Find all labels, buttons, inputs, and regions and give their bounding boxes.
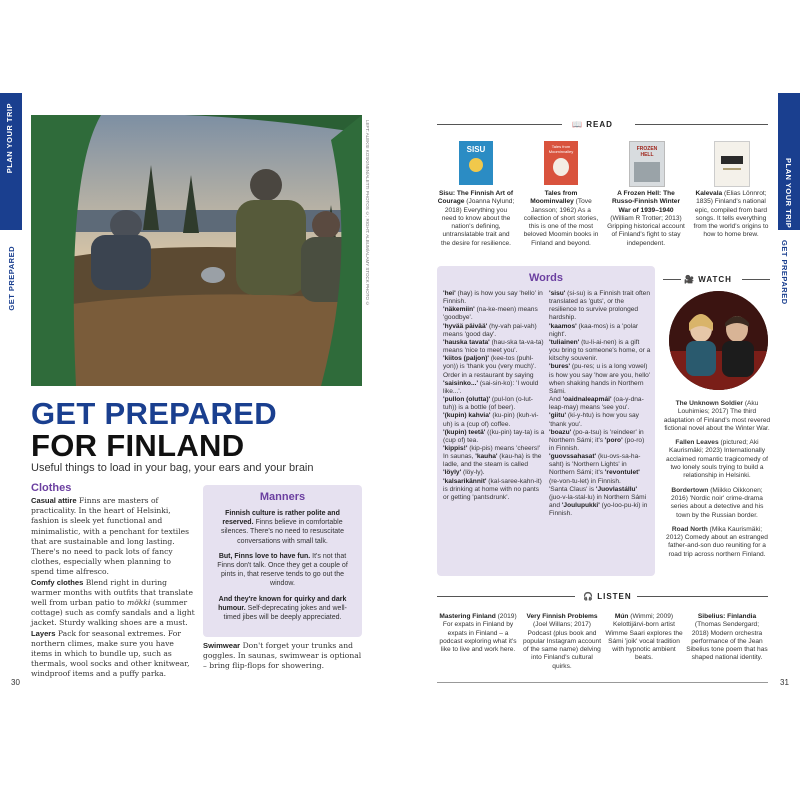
film-icon: 🎥 — [684, 275, 695, 284]
side-tab-right-text: PLAN YOUR TRIP — [784, 158, 793, 229]
side-label-left: GET PREPARED — [7, 246, 16, 311]
word-entry: 'poro' (po-ro) in Finnish. — [549, 436, 645, 452]
manners-box — [203, 485, 362, 637]
book-cover-moomin: Tales from Moominvalley — [544, 141, 578, 185]
listen-divider-right — [637, 596, 768, 597]
watch-divider-right — [742, 279, 770, 280]
word-entry: 'oaidnaleapmái' (oa-y-dna-leap-may) means 'see you'. — [549, 396, 644, 412]
word-entry: 'bures' (pu-res; u is a long vowel) is how you say 'how are you, hello' when shaking hands in Northern Sámi. — [549, 363, 651, 395]
manners-p1: Finnish culture is rather polite and reserved. Finns believe in comfortable silences. There's no need to resuscitate conversations with small talk. — [221, 510, 344, 545]
word-entry: 'saisinko...' (sai-sin-ko): 'I would like...'. — [443, 379, 539, 395]
swimwear-text: Swimwear Don't forget your trunks and goggles. In saunas, swimwear is optional – bring flip-flops for showering. — [203, 641, 362, 671]
read-item-2: Tales from Moominvalley (Tove Jansson; 1962) As a collection of short stories, this is one of the most beloved Moomin books in Finland and beyond. — [523, 190, 599, 247]
word-entry: 'kalsarikännit' (kal-saree-kahn-it) is drinking at home with no pants or getting 'pantsdrunk'. — [443, 477, 542, 501]
read-item-3: A Frozen Hell: The Russo-Finnish Winter War of 1939–1940 (William R Trotter; 2013) Gripping historical account of Finland's fight to stay independent. — [607, 190, 685, 247]
manners-heading: Manners — [259, 491, 306, 503]
watch-still-image — [669, 291, 768, 390]
page-number-right: 31 — [780, 678, 789, 687]
word-entry: 'hyvää päivää' (hy-vah pai-vah) means 'good day'. — [443, 322, 537, 338]
word-entry: 'kiitos (paljon)' (kee-tos (puhl-yon)) is 'thank you (very much)'. — [443, 355, 537, 371]
book-icon: 📖 — [572, 120, 583, 129]
listen-item-1: Mastering Finland (2019) For expats in Finland by expats in Finland – a podcast exploring what it's like to live and work here. — [439, 613, 517, 654]
listen-item-2: Very Finnish Problems (Joel Willans; 2017) Podcast (plus book and popular Instagram account of the same name) delving into Finland's cultural quirks. — [522, 613, 602, 670]
read-item-1: Sisu: The Finnish Art of Courage (Joanna Nylund; 2018) Everything you need to know about the nation's defining, untranslatable trait and the desire for resilience. — [437, 190, 515, 247]
side-tab-left — [0, 93, 22, 230]
word-entry: 'revontulet' (re-von-tu-let) in Finnish. — [549, 469, 640, 485]
photo-credit: LEFT: ALEKSI KOSKINEN/ALETTI PHOTOS ©; RIGHT: ALBUM/ALAMY STOCK PHOTO © — [365, 120, 370, 307]
listen-item-3: Mún (Wimmi; 2009) Kelottijärvi-born artist Wimme Saari explores the Sámi 'joik' vocal tradition with hypnotic ambient beats. — [605, 613, 683, 662]
book-cover-sisu: SISU — [459, 141, 493, 185]
watch-header: 🎥 WATCH — [684, 275, 732, 284]
word-entry: 'hei' (hay) is how you say 'hello' in Finnish. — [443, 290, 543, 306]
page-title-line1: GET PREPARED — [31, 396, 277, 431]
word-entry: 'sisu' (si-su) is a Finnish trait often translated as 'guts', or the resilience to survive prolonged hardship. — [549, 290, 650, 322]
word-entry: 'boazu' (po-a-tsu) is 'reindeer' in Northern Sámi; it's — [549, 428, 644, 444]
listen-item-4: Sibelius: Finlandia (Thomas Sendergard; 2018) Modern orchestra performance of the Jean Sibelius tone poem that has shaped national identity. — [686, 613, 768, 662]
words-column-2 — [549, 290, 651, 518]
watch-item-2: Fallen Leaves (pictured; Aki Kaurismäki; 2023) Internationally acclaimed romantic tragicomedy of two lonely souls trying to build a relationship in Helsinki. — [666, 439, 768, 480]
clothes-p3-label: Layers — [31, 628, 56, 638]
word-entry: 'pullon (olutta)' (pul-lon (o-lut-tuh)) is a bottle (of beer). — [443, 396, 533, 412]
word-entry: 'näkemiin' (na-ke-meen) means 'goodbye'. — [443, 306, 538, 322]
words-heading: Words — [528, 272, 564, 284]
headphones-icon: 🎧 — [583, 592, 594, 601]
word-entry: 'löyly' (löy-ly). — [443, 469, 485, 477]
camping-photo — [31, 115, 362, 386]
watch-list — [663, 400, 771, 565]
watch-item-1: The Unknown Soldier (Aku Louhimies; 2017) The third adaptation of Finland's most revered fictional novel about the Winter War. — [663, 400, 771, 432]
side-tab-left-text: PLAN YOUR TRIP — [5, 103, 14, 174]
clothes-text — [31, 496, 195, 680]
clothes-p2-italic: mökki — [127, 598, 151, 608]
page-subtitle: Useful things to load in your bag, your ears and your brain — [31, 462, 314, 474]
word-entry: 'tuliainen' (tu-li-ai-nen) is a gift you bring to someone's home, or a kitschy souvenir. — [549, 338, 651, 363]
page-number-left: 30 — [11, 678, 20, 687]
words-column-1 — [443, 290, 545, 502]
read-header: 📖 READ — [572, 120, 613, 129]
page-title-line2: FOR FINLAND — [31, 428, 245, 463]
watch-item-4: Road North (Mika Kaurismäki; 2012) Comedy about an estranged father-and-son duo reuniting for a road trip across northern Finland. — [666, 525, 768, 558]
word-entry: 'Joulupukki' (yo-loo-pu-ki) in Finnish. — [549, 502, 648, 518]
word-entry: 'guovssahasat' (ku-ovs-sa-ha-saht) is 'Northern Lights' in Northern Sámi; it's — [549, 453, 641, 477]
word-entry: 'kauha' (kau-ha) is the ladle, and the steam is called — [443, 453, 542, 469]
book-cover-frozen-hell: FROZEN HELL — [629, 141, 665, 187]
book-cover-kalevala — [714, 141, 750, 187]
word-entry: 'kippis!' (kip-pis) means 'cheers!' — [443, 444, 541, 452]
side-tab-right — [778, 93, 800, 230]
manners-p2: But, Finns love to have fun. It's not that Finns don't talk. Once they get a couple of pints in, that reserve tends to go out the window. — [217, 552, 348, 588]
watch-divider-left — [663, 279, 681, 280]
watch-item-3: Bordertown (Miikko Oikkonen; 2016) 'Nordic noir' crime-drama series about a detective and his town by the Russian border. — [670, 486, 764, 519]
word-entry: 'Santa Claus' is — [549, 485, 596, 493]
word-entry: 'hauska tavata' (hau-ska ta-va-ta) means 'nice to meet you'. — [443, 338, 544, 355]
clothes-p2-text-a: Blend right in during warmer months with outfits that translate well from urban patio to — [31, 577, 193, 608]
clothes-p3-text: Pack for seasonal extremes. For northern climes, make sure you have items in which to bundle up, such as thermals, wool socks and other knitwear, windproof items and a puffy parka. — [31, 628, 190, 679]
word-entry: 'kaamos' (kaa-mos) is a 'polar night'. — [549, 322, 639, 338]
read-divider-left — [437, 124, 562, 125]
manners-p3: And they're known for quirky and dark humour. Self-deprecating jokes and well-timed jibes will be deeply appreciated. — [218, 595, 347, 622]
word-entry: 'giitu' (ki-y-htu) is how you say 'thank you'. — [549, 412, 639, 428]
word-entry: And — [549, 396, 563, 404]
listen-header: 🎧 LISTEN — [583, 592, 632, 601]
hero-photo — [31, 115, 362, 386]
swimwear-label: Swimwear — [203, 641, 241, 650]
clothes-p2-label: Comfy clothes — [31, 577, 84, 587]
clothes-p1-text: Finns are masters of practicality. In the heart of Helsinki, fashion is sleek yet functional and minimalistic, with a penchant for textiles that are sustainable and long lasting. There's no need to pack lots of fancy clothes, especially when planning to spend time alfresco. — [31, 496, 190, 577]
clothes-p2-text-b: (summer cottage) such as comfy sandals and a light jacket. Sturdy walking shoes are a must. — [31, 598, 195, 628]
clothes-heading: Clothes — [31, 482, 72, 494]
clothes-p1-label: Casual attire — [31, 496, 77, 505]
word-entry: '(kupin) kahvia' (ku-pin) (kuh-vi-uh) is a (cup of) coffee. — [443, 412, 539, 428]
word-entry: 'Juovlastállu' (juo-v-la-stal-lu) in Northern Sámi and — [549, 485, 647, 510]
read-divider-right — [635, 124, 768, 125]
movie-still — [669, 291, 768, 390]
listen-bottom-rule — [437, 682, 768, 683]
listen-divider-left — [437, 596, 575, 597]
side-label-right: GET PREPARED — [780, 240, 789, 305]
words-box — [437, 266, 655, 576]
read-item-4: Kalevala (Elias Lönnrot; 1835) Finland's national epic, compiled from bard songs. It tells everything from the world's origins to how to home brew. — [693, 190, 769, 239]
word-entry: In saunas, — [443, 453, 476, 461]
word-entry: '(kupin) teetä' ((ku-pin) tay-ta) is a (cup of) tea. — [443, 428, 545, 444]
word-entry: Order in a restaurant by saying — [443, 371, 534, 379]
